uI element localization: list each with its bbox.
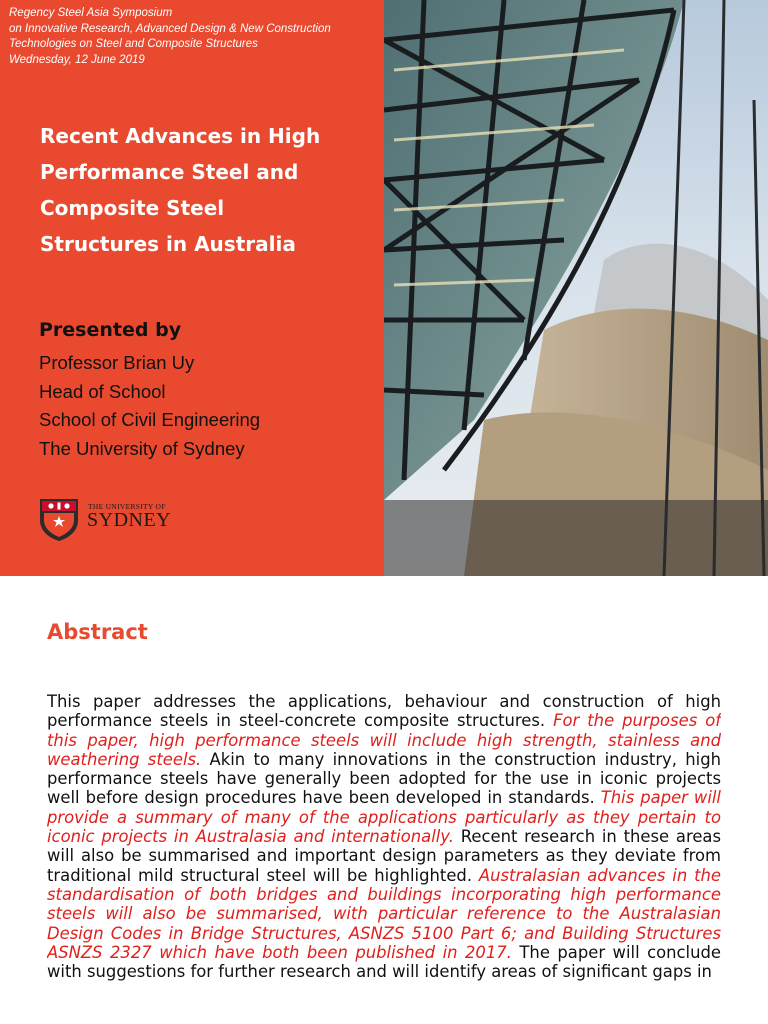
- title-panel: [0, 0, 384, 576]
- event-line: on Innovative Research, Advanced Design & New Construction: [9, 22, 331, 35]
- event-line: Regency Steel Asia Symposium: [9, 7, 173, 19]
- steel-structure-photo: [384, 0, 768, 576]
- crest-icon: [38, 496, 80, 542]
- title-line: Performance Steel and: [40, 160, 299, 184]
- title-line: Structures in Australia: [40, 232, 296, 256]
- presenter-department: School of Civil Engineering: [39, 409, 261, 430]
- abstract-text: Recent research in these areas will also be summarised and important design parameters as they deviate from traditional mild structural steel will be highlighted.: [47, 827, 721, 885]
- logo-text-small: THE UNIVERSITY OF: [88, 502, 166, 511]
- event-info: [9, 6, 379, 68]
- title-line: Recent Advances in High: [40, 124, 321, 148]
- event-line: Technologies on Steel and Composite Structures: [9, 38, 258, 50]
- abstract-highlight: Australasian advances in the standardisation of both bridges and buildings incorporating high performance steels will also be summarised, with particular reference to the Australasian Design Codes in Bridge Structures, ASNZS 5100 Part 6; and Building Structures ASNZS 2327 which have both been published in 2017.: [47, 865, 721, 962]
- abstract-text: Akin to many innovations in the construction industry, high performance steels have generally been adopted for the use in iconic projects well before design procedures have been developed in standards.: [47, 749, 721, 808]
- abstract-highlight: This paper will provide a summary of many of the applications particularly as they pertain to iconic projects in Australasia and internationally.: [47, 788, 721, 847]
- presenter-role: Head of School: [39, 380, 166, 402]
- presenter-name: Professor Brian Uy: [39, 352, 195, 373]
- presented-by-heading: Presented by: [39, 319, 182, 341]
- event-date: Wednesday, 12 June 2019: [9, 53, 145, 66]
- title-line: Composite Steel: [40, 196, 225, 220]
- abstract-heading: Abstract: [47, 620, 148, 644]
- presenter-details: [39, 349, 260, 463]
- abstract-highlight: For the purposes of this paper, high performance steels will include high strength, stainless and weathering steels.: [47, 711, 721, 769]
- presentation-title: [40, 118, 380, 262]
- logo-text-big: SYDNEY: [87, 509, 172, 531]
- abstract-body: [47, 692, 721, 1024]
- presenter-institution: The University of Sydney: [39, 437, 245, 459]
- abstract-text: The paper will conclude with suggestions for further research and will identify areas of significant gaps in: [47, 942, 721, 982]
- abstract-text: This paper addresses the applications, behaviour and construction of high performance steels in steel-concrete composite structures.: [47, 692, 721, 731]
- university-logo: [38, 496, 178, 542]
